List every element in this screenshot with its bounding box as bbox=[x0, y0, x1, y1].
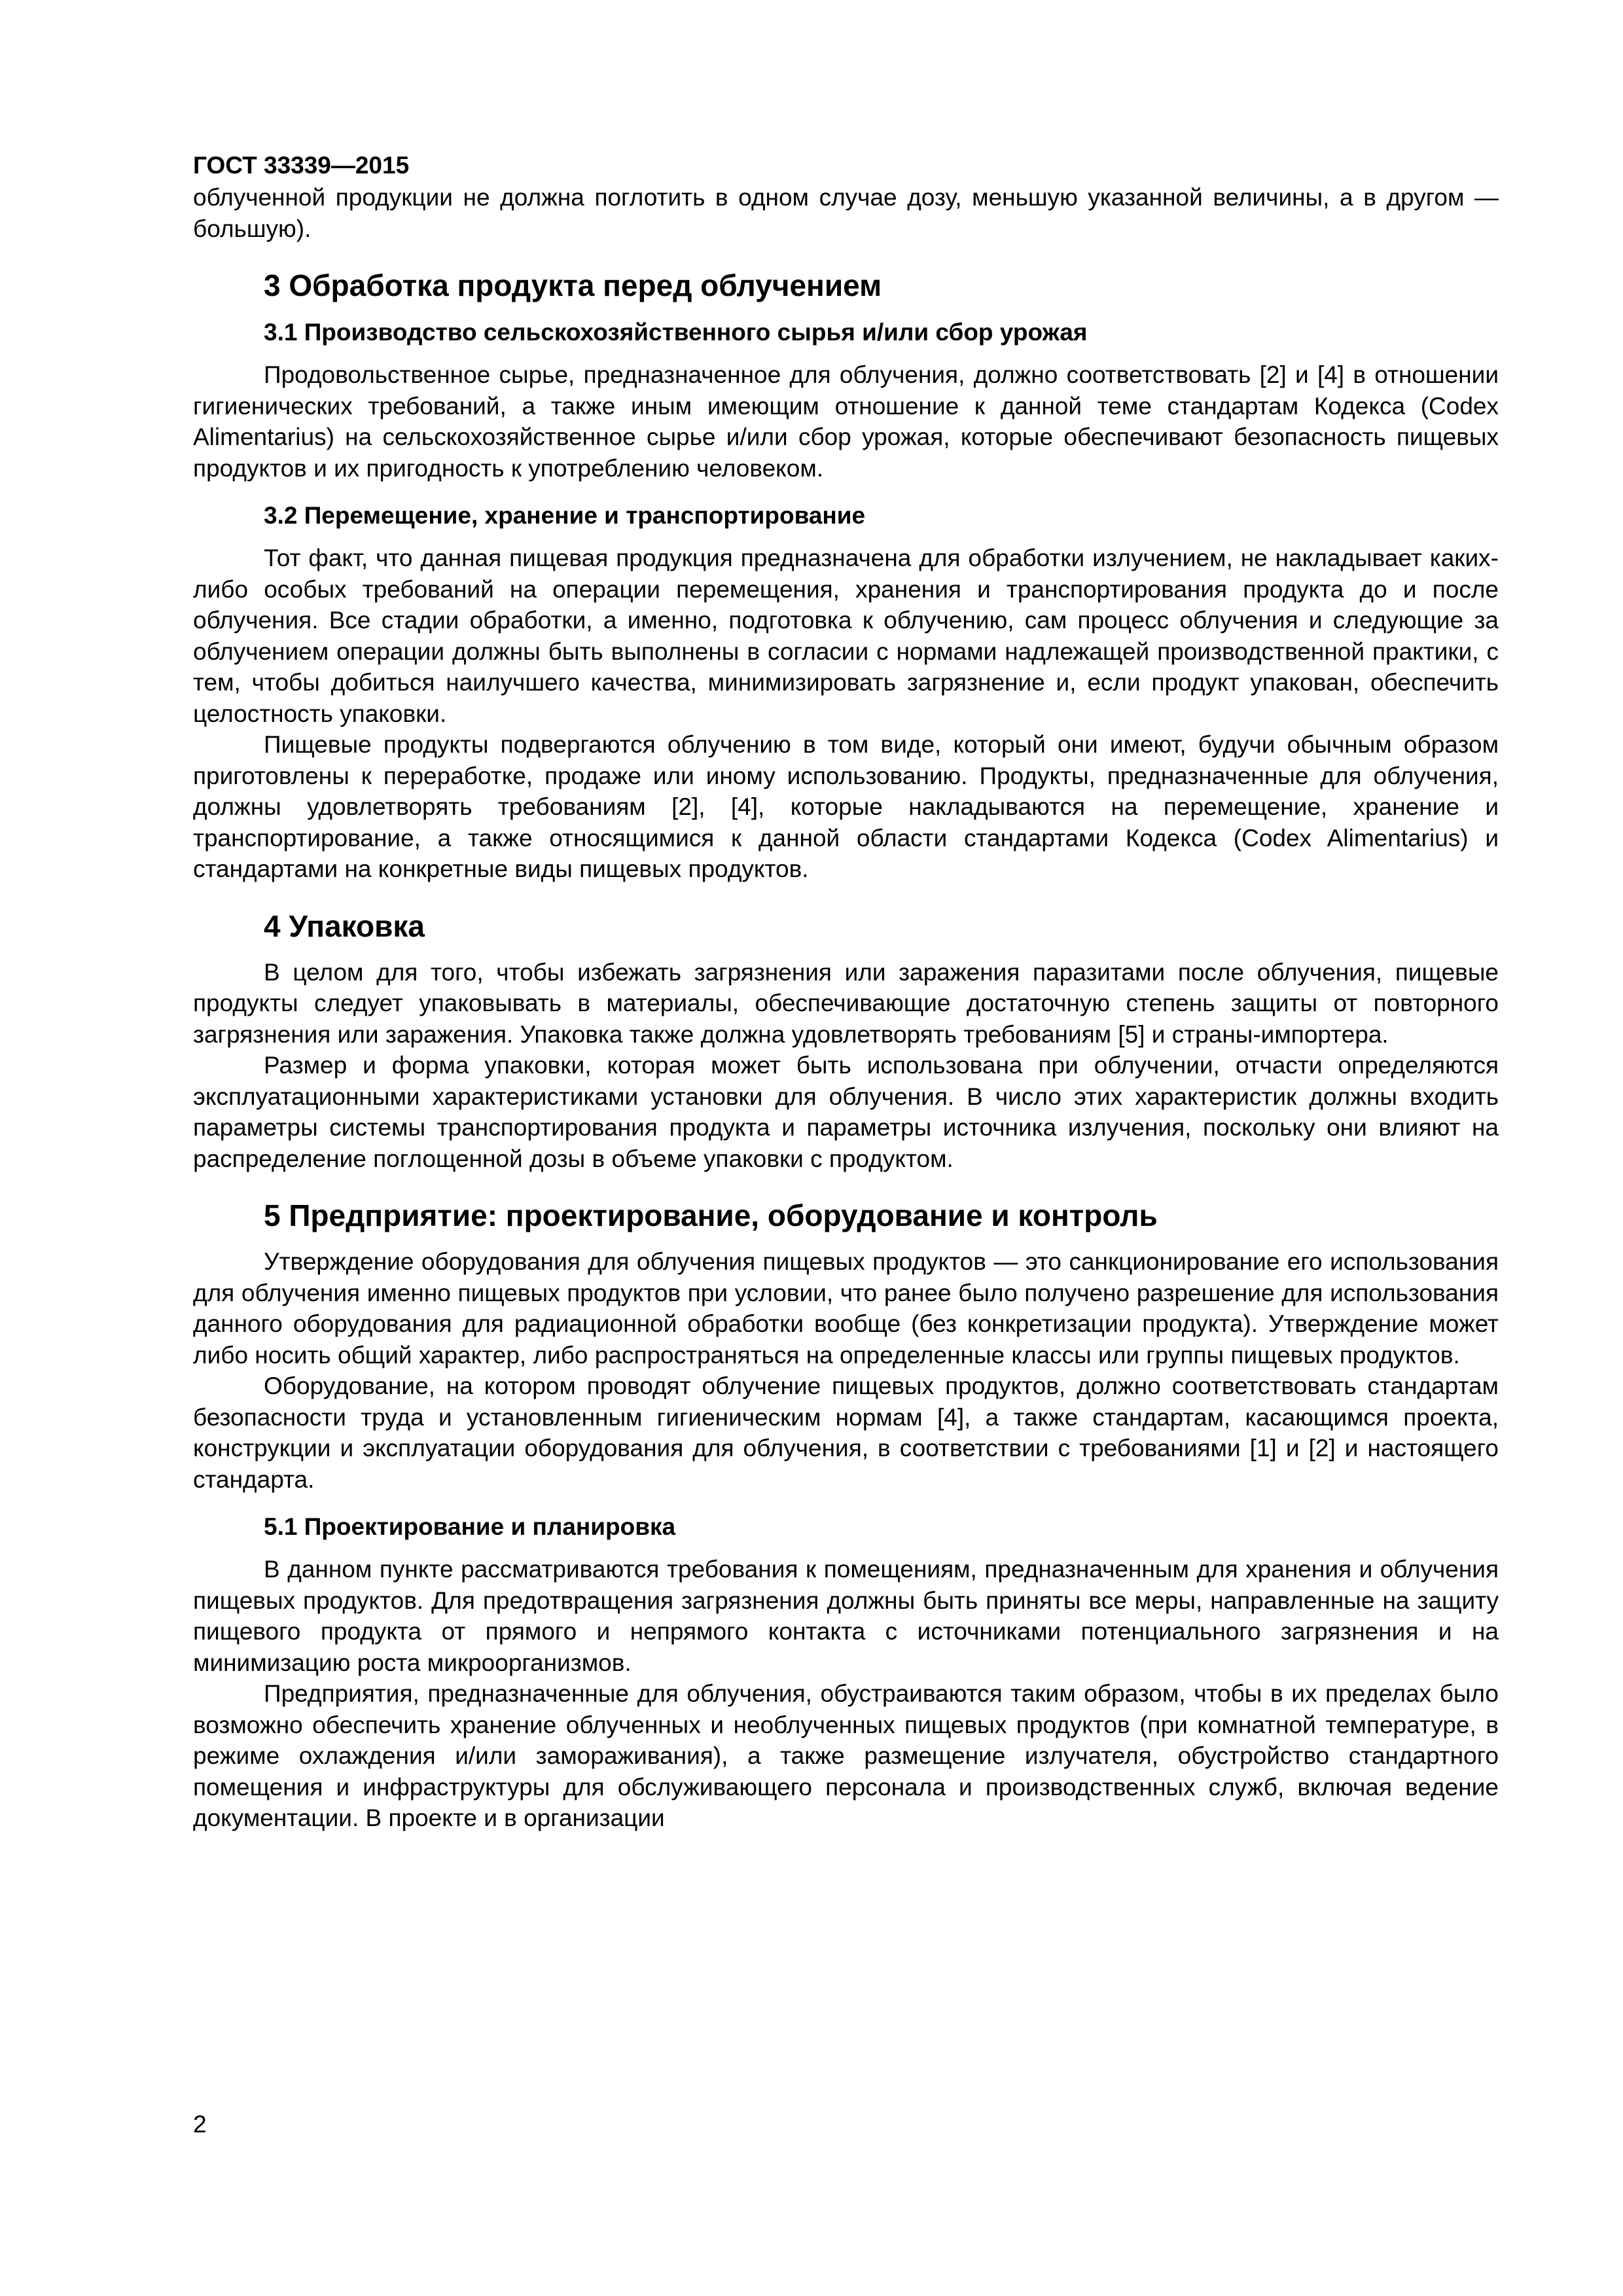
subsection-3-2-title: 3.2 Перемещение, хранение и транспортирование bbox=[264, 502, 866, 529]
section-4-paragraph-2: Размер и форма упаковки, которая может быть использована при облучении, отчасти определяются эксплуатационными характеристиками установки для облучения. В число этих характеристик должны входить параметры системы транспортирования продукта и параметры источника излучения, поскольку они влияют на распределение поглощенной дозы в объеме упаковки с продуктом. bbox=[193, 1052, 1499, 1172]
subsection-3-1-paragraph-1: Продовольственное сырье, предназначенное для облучения, должно соответствовать [2] и [4] в отношении гигиенических требований, а также иным имеющим отношение к данной теме стандартам Кодекса (Codex Alimentarius) на сельскохозяйственное сырье и/или сбор урожая, которые обеспечивают безопасность пищевых продуктов и их пригодность к употреблению человеком. bbox=[193, 361, 1499, 482]
subsection-3-2-paragraph-2: Пищевые продукты подвергаются облучению в том виде, который они имеют, будучи обычным образом приготовлены к переработке, продаже или иному использованию. Продукты, предназначенные для облучения, должны удовлетворять требованиям [2], [4], которые накладываются на перемещение, хранение и транспортирование, а также относящимися к данной области стандартами Кодекса (Codex Alimentarius) и стандартами на конкретные виды пищевых продуктов. bbox=[193, 731, 1499, 882]
page-number: 2 bbox=[193, 2111, 207, 2138]
section-5-paragraph-1: Утверждение оборудования для облучения пищевых продуктов — это санкционирование его использования для облучения именно пищевых продуктов при условии, что ранее было получено разрешение для использования данного оборудования для радиационной обработки вообще (без конкретизации продукта). Утверждение может либо носить общий характер, либо распространяться на определенные классы или группы пищевых продуктов. bbox=[193, 1248, 1499, 1369]
subsection-5-1-paragraph-1: В данном пункте рассматриваются требования к помещениям, предназначенным для хранения и облучения пищевых продуктов. Для предотвращения загрязнения должны быть приняты все меры, направленные на защиту пищевого продукта от прямого и непрямого контакта с источниками потенциального загрязнения и на минимизацию роста микроорганизмов. bbox=[193, 1556, 1499, 1676]
section-4-paragraph-1: В целом для того, чтобы избежать загрязнения или заражения паразитами после облучения, пищевые продукты следует упаковывать в материалы, обеспечивающие достаточную степень защиты от повторного загрязнения или заражения. Упаковка также должна удовлетворять требованиям [5] и страны-импортера. bbox=[193, 958, 1499, 1048]
page-content bbox=[193, 149, 1499, 1834]
subsection-5-1-paragraph-2: Предприятия, предназначенные для облучения, обустраиваются таким образом, чтобы в их пределах было возможно обеспечить хранение облученных и необлученных пищевых продуктов (при комнатной температуре, в режиме охлаждения и/или замораживания), а также размещение излучателя, обустройство стандартного помещения и инфраструктуры для обслуживающего персонала и производственных служб, включая ведение документации. В проекте и в организации bbox=[193, 1680, 1499, 1831]
section-5-title: 5 Предприятие: проектирование, оборудование и контроль bbox=[264, 1198, 1158, 1232]
subsection-3-1-title: 3.1 Производство сельскохозяйственного сырья и/или сбор урожая bbox=[264, 319, 1088, 346]
section-3-title: 3 Обработка продукта перед облучением bbox=[264, 268, 882, 302]
document-number-header: ГОСТ 33339—2015 bbox=[193, 152, 410, 179]
section-5-paragraph-2: Оборудование, на котором проводят облучение пищевых продуктов, должно соответствовать стандартам безопасности труда и установленным гигиеническим нормам [4], а также стандартам, касающимся проекта, конструкции и эксплуатации оборудования для облучения, в соответствии с требованиями [1] и [2] и настоящего стандарта. bbox=[193, 1372, 1499, 1493]
continuation-paragraph: облученной продукции не должна поглотить в одном случае дозу, меньшую указанной величины, а в другом — большую). bbox=[193, 184, 1499, 242]
subsection-3-2-paragraph-1: Тот факт, что данная пищевая продукция предназначена для обработки излучением, не накладывает каких-либо особых требований на операции перемещения, хранения и транспортирования продукта до и после облучения. Все стадии обработки, а именно, подготовка к облучению, сам процесс облучения и следующие за облучением операции должны быть выполнены в согласии с нормами надлежащей производственной практики, с тем, чтобы добиться наилучшего качества, минимизировать загрязнение и, если продукт упакован, обеспечить целостность упаковки. bbox=[193, 545, 1499, 727]
subsection-5-1-title: 5.1 Проектирование и планировка bbox=[264, 1513, 676, 1540]
section-4-title: 4 Упаковка bbox=[264, 908, 425, 943]
